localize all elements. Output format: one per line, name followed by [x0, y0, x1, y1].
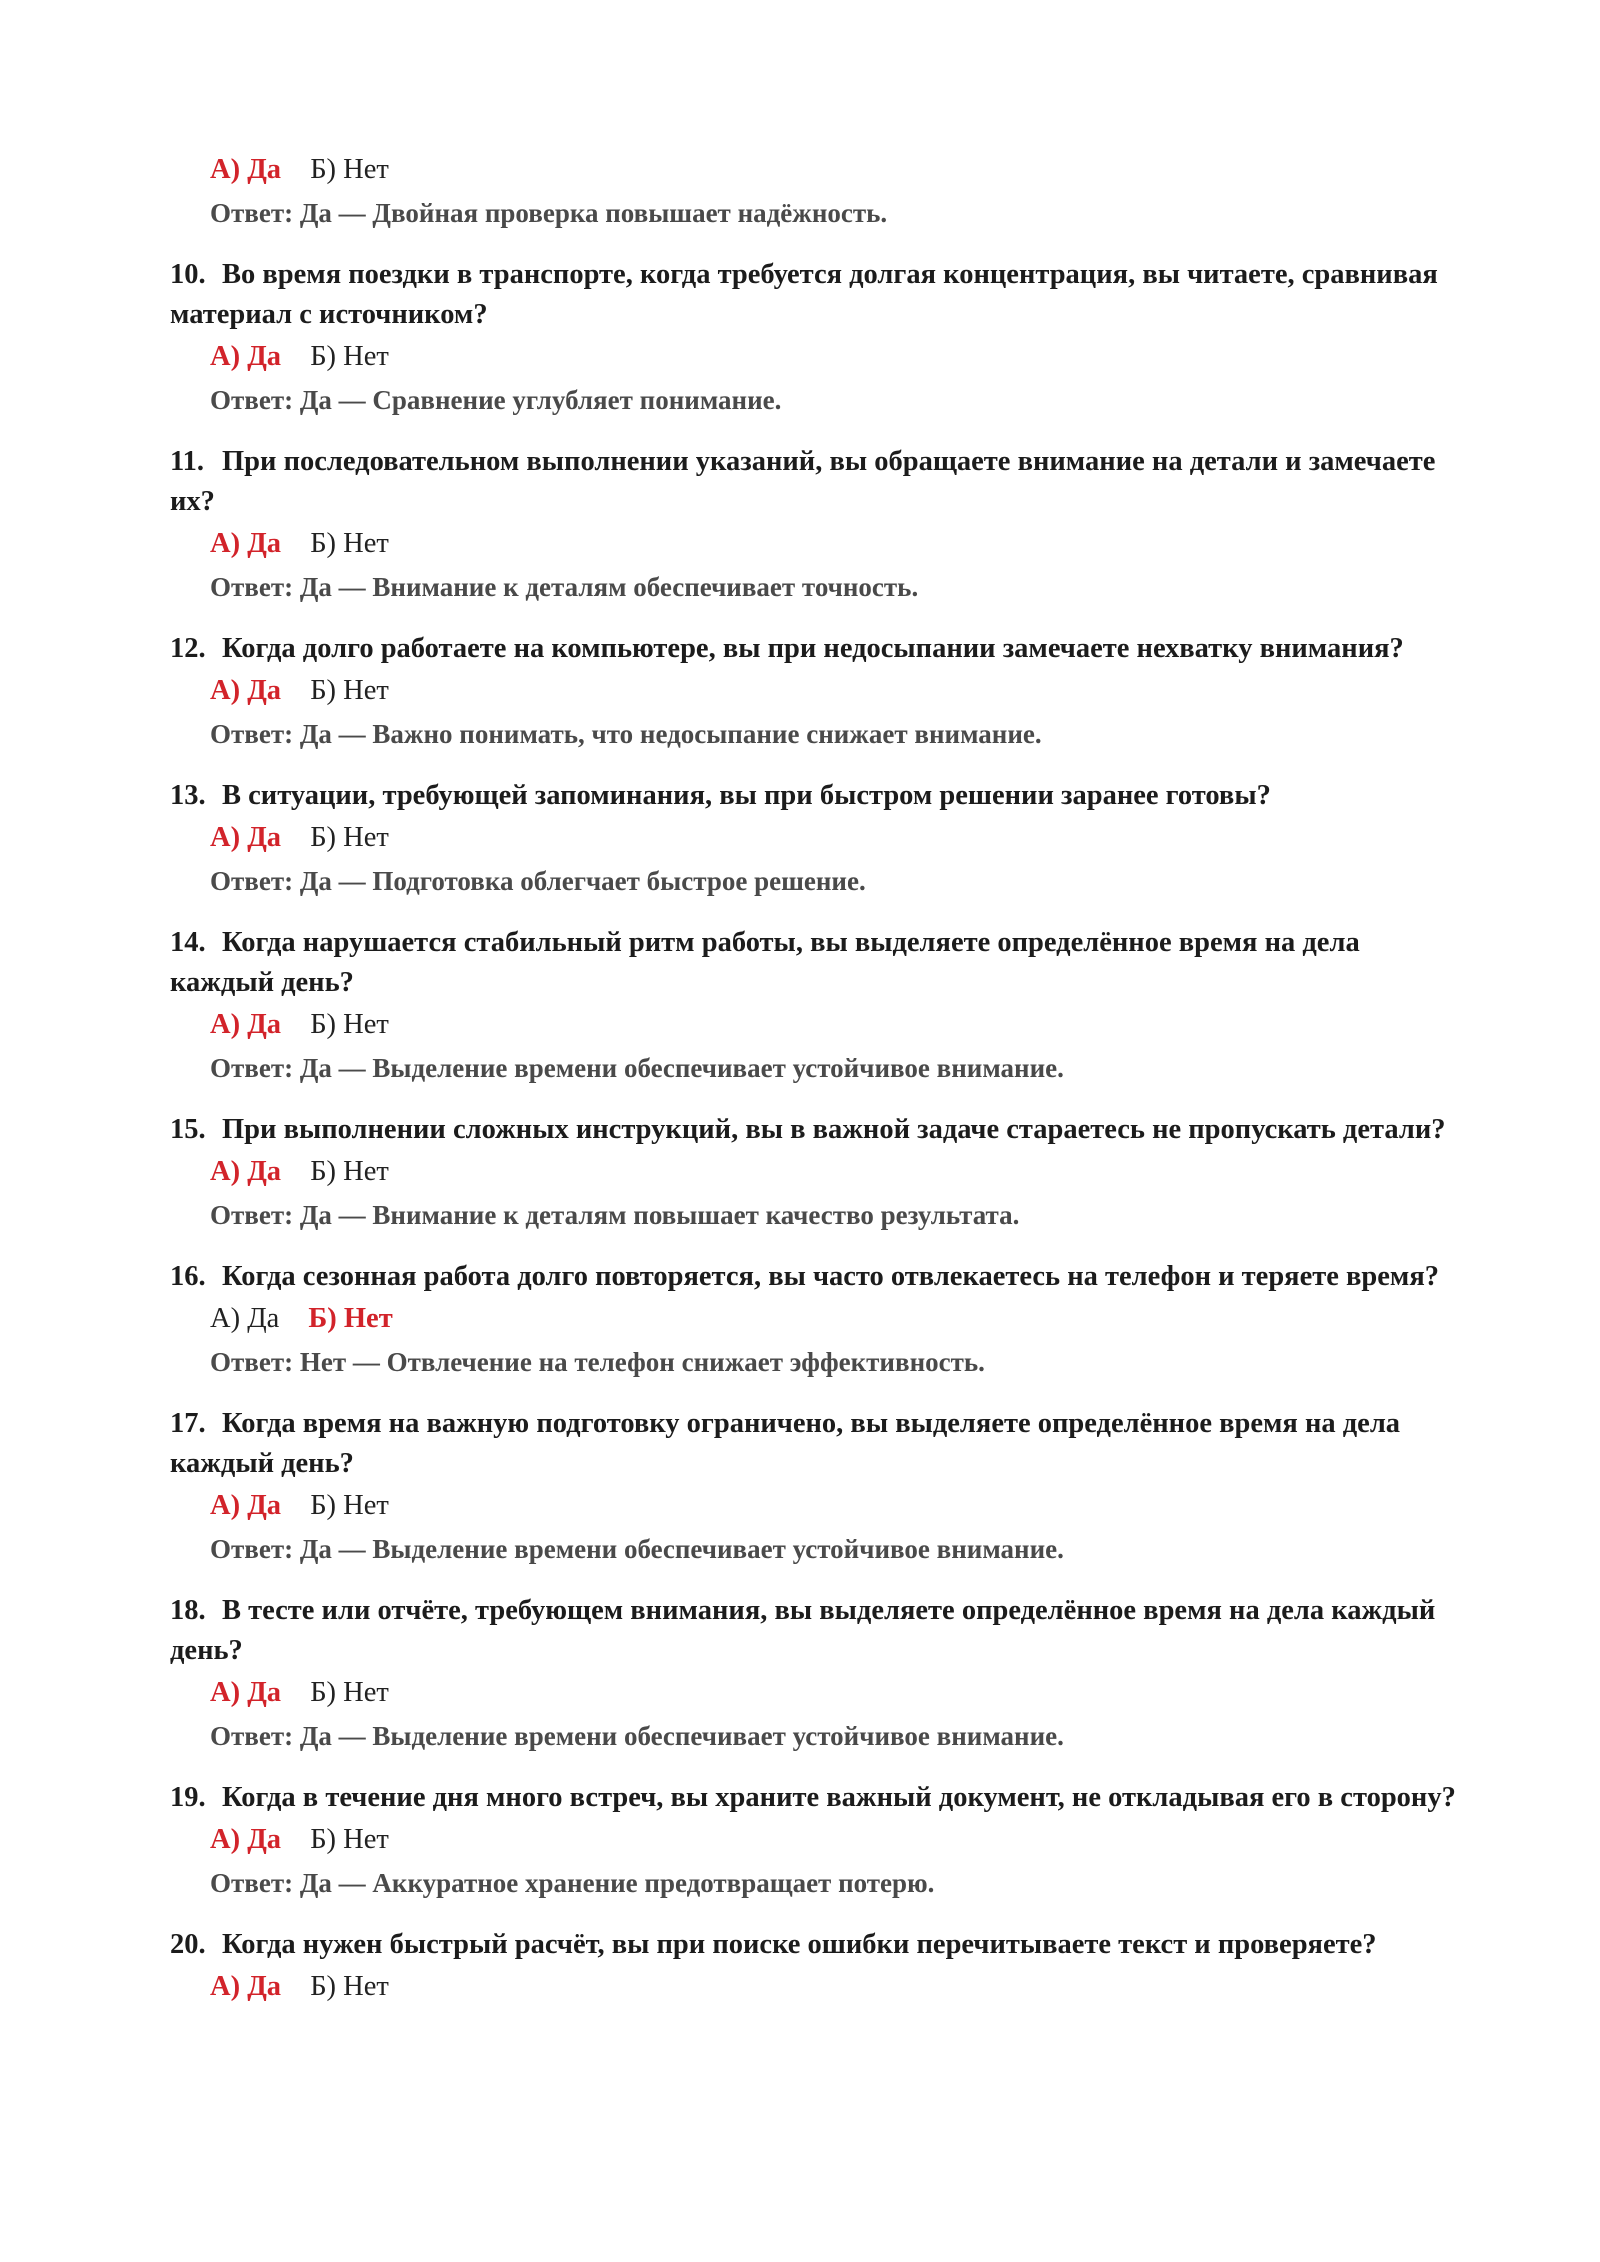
- option-b: Б) Нет: [310, 1677, 389, 1708]
- option-b: Б) Нет: [310, 1824, 389, 1855]
- question-body: Когда долго работаете на компьютере, вы при недосыпании замечаете нехватку внимания?: [222, 633, 1404, 664]
- question-text: [170, 1925, 1460, 1965]
- question-number: 18.: [170, 1595, 206, 1626]
- answer-text: Ответ: Да — Внимание к деталям повышает качество результата.: [210, 1200, 1020, 1230]
- question-13: [170, 776, 1460, 901]
- question-body: В тесте или отчёте, требующем внимания, вы выделяете определённое время на дела каждый день?: [170, 1595, 1436, 1666]
- question-text: [170, 1257, 1460, 1297]
- question-text: [170, 776, 1460, 816]
- option-b: Б) Нет: [310, 1971, 389, 2002]
- option-a: А) Да: [210, 341, 282, 372]
- options-row: [170, 1152, 1460, 1192]
- question-number: 10.: [170, 259, 206, 290]
- question-18: [170, 1591, 1460, 1756]
- option-b: Б) Нет: [310, 528, 389, 559]
- option-b: Б) Нет: [310, 1156, 389, 1187]
- question-20: [170, 1925, 1460, 2007]
- question-body: При последовательном выполнении указаний, вы обращаете внимание на детали и замечаете их?: [170, 446, 1436, 517]
- option-b: Б) Нет: [310, 822, 389, 853]
- option-a: А) Да: [210, 1971, 282, 2002]
- answer-text: Ответ: Да — Двойная проверка повышает надёжность.: [210, 198, 888, 228]
- question-9-continuation: [170, 150, 1460, 233]
- answer-text: Ответ: Нет — Отвлечение на телефон снижает эффективность.: [210, 1347, 985, 1377]
- options-row: [170, 1673, 1460, 1713]
- options-row: [170, 524, 1460, 564]
- question-number: 17.: [170, 1408, 206, 1439]
- options-row: [170, 1005, 1460, 1045]
- question-number: 12.: [170, 633, 206, 664]
- options-row: [170, 671, 1460, 711]
- question-body: Когда в течение дня много встреч, вы храните важный документ, не откладывая его в сторону?: [222, 1782, 1456, 1813]
- option-a: А) Да: [210, 1677, 282, 1708]
- question-number: 20.: [170, 1929, 206, 1960]
- option-b: Б) Нет: [310, 675, 389, 706]
- question-16: [170, 1257, 1460, 1382]
- answer-text: Ответ: Да — Выделение времени обеспечивает устойчивое внимание.: [210, 1721, 1064, 1751]
- question-body: Когда нужен быстрый расчёт, вы при поиске ошибки перечитываете текст и проверяете?: [222, 1929, 1377, 1960]
- question-body: При выполнении сложных инструкций, вы в важной задаче стараетесь не пропускать детали?: [222, 1114, 1446, 1145]
- answer-text: Ответ: Да — Аккуратное хранение предотвращает потерю.: [210, 1868, 935, 1898]
- question-11: [170, 442, 1460, 607]
- options-row: [170, 337, 1460, 377]
- option-a: А) Да: [210, 1303, 280, 1334]
- option-a: А) Да: [210, 1156, 282, 1187]
- question-body: Когда сезонная работа долго повторяется, вы часто отвлекаетесь на телефон и теряете время?: [222, 1261, 1439, 1292]
- option-a: А) Да: [210, 154, 282, 185]
- question-text: [170, 629, 1460, 669]
- option-a: А) Да: [210, 675, 282, 706]
- options-row: [170, 1486, 1460, 1526]
- question-number: 16.: [170, 1261, 206, 1292]
- question-number: 19.: [170, 1782, 206, 1813]
- question-text: [170, 1404, 1460, 1484]
- question-body: Во время поездки в транспорте, когда требуется долгая концентрация, вы читаете, сравнивая материал с источником?: [170, 259, 1438, 330]
- answer-text: Ответ: Да — Выделение времени обеспечивает устойчивое внимание.: [210, 1534, 1064, 1564]
- question-list: [170, 148, 1460, 2029]
- option-a: А) Да: [210, 1824, 282, 1855]
- question-10: [170, 255, 1460, 420]
- question-text: [170, 442, 1460, 522]
- option-b: Б) Нет: [310, 341, 389, 372]
- question-body: В ситуации, требующей запоминания, вы при быстром решении заранее готовы?: [222, 780, 1271, 811]
- option-b: Б) Нет: [308, 1303, 393, 1334]
- question-19: [170, 1778, 1460, 1903]
- question-12: [170, 629, 1460, 754]
- options-row: [170, 150, 1460, 190]
- question-text: [170, 1591, 1460, 1671]
- question-text: [170, 1778, 1460, 1818]
- answer-text: Ответ: Да — Выделение времени обеспечивает устойчивое внимание.: [210, 1053, 1064, 1083]
- question-17: [170, 1404, 1460, 1569]
- option-a: А) Да: [210, 1490, 282, 1521]
- question-number: 14.: [170, 927, 206, 958]
- answer-text: Ответ: Да — Подготовка облегчает быстрое решение.: [210, 866, 866, 896]
- answer-text: Ответ: Да — Сравнение углубляет понимание.: [210, 385, 782, 415]
- question-text: [170, 1110, 1460, 1150]
- option-a: А) Да: [210, 528, 282, 559]
- answer-text: Ответ: Да — Внимание к деталям обеспечивает точность.: [210, 572, 919, 602]
- question-text: [170, 923, 1460, 1003]
- answer-text: Ответ: Да — Важно понимать, что недосыпание снижает внимание.: [210, 719, 1042, 749]
- question-number: 11.: [170, 446, 205, 477]
- question-body: Когда нарушается стабильный ритм работы, вы выделяете определённое время на дела каждый день?: [170, 927, 1360, 998]
- options-row: [170, 818, 1460, 858]
- options-row: [170, 1967, 1460, 2007]
- options-row: [170, 1299, 1460, 1339]
- question-number: 13.: [170, 780, 206, 811]
- option-b: Б) Нет: [310, 154, 389, 185]
- option-a: А) Да: [210, 822, 282, 853]
- question-number: 15.: [170, 1114, 206, 1145]
- question-14: [170, 923, 1460, 1088]
- question-text: [170, 255, 1460, 335]
- question-body: Когда время на важную подготовку ограничено, вы выделяете определённое время на дела каждый день?: [170, 1408, 1401, 1479]
- option-a: А) Да: [210, 1009, 282, 1040]
- option-b: Б) Нет: [310, 1490, 389, 1521]
- options-row: [170, 1820, 1460, 1860]
- option-b: Б) Нет: [310, 1009, 389, 1040]
- question-15: [170, 1110, 1460, 1235]
